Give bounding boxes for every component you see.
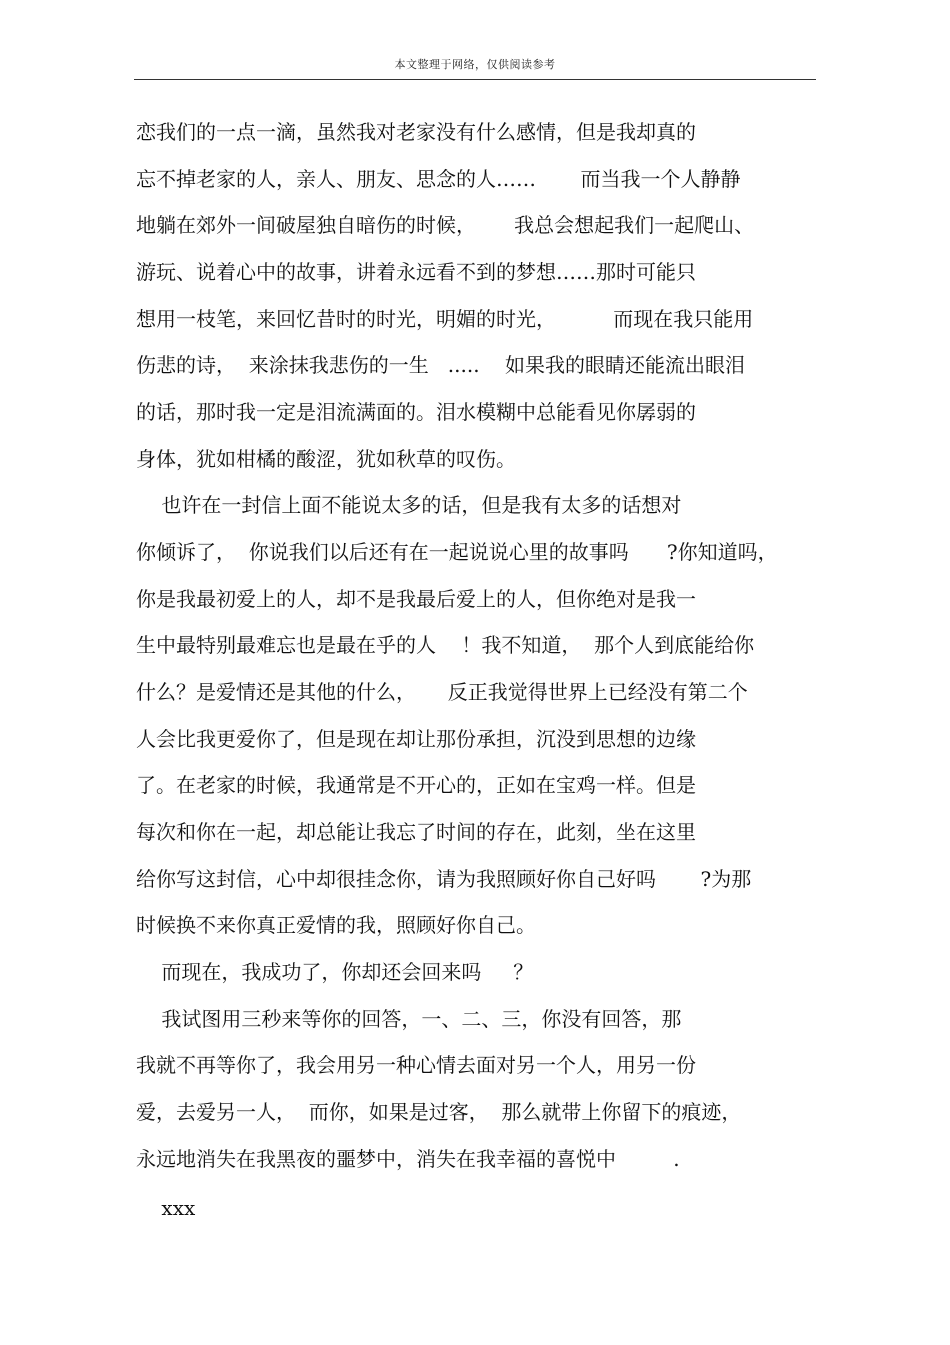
text-line: 给你写这封信，心中却很挂念你，请为我照顾好你自己好吗 ?为那 xyxy=(136,867,752,891)
text-line: 伤悲的诗， 来涂抹我悲伤的一生 ..... 如果我的眼睛还能流出眼泪 xyxy=(136,353,746,377)
page-header: 本文整理于网络，仅供阅读参考 xyxy=(394,58,556,71)
signature: xxx xyxy=(136,1196,196,1220)
text-line: 人会比我更爱你了，但是现在却让那份承担，沉没到思想的边缘 xyxy=(136,727,696,751)
text-line: 你是我最初爱上的人，却不是我最后爱上的人，但你绝对是我一 xyxy=(136,587,696,611)
text-line: 我就不再等你了，我会用另一种心情去面对另一个人，用另一份 xyxy=(136,1053,696,1077)
text-line: 游玩、说着心中的故事，讲着永远看不到的梦想……那时可能只 xyxy=(136,260,696,284)
text-line: 的话，那时我一定是泪流满面的。泪水模糊中总能看见你孱弱的 xyxy=(136,400,696,424)
header-divider xyxy=(134,79,816,80)
text-line: 爱，去爱另一人， 而你，如果是过客， 那么就带上你留下的痕迹， xyxy=(136,1100,742,1124)
text-line: 而现在，我成功了，你却还会回来吗 ？ xyxy=(136,960,534,984)
text-line: 身体，犹如柑橘的酸涩，犹如秋草的叹伤。 xyxy=(136,447,516,471)
text-line: 每次和你在一起，却总能让我忘了时间的存在，此刻，坐在这里 xyxy=(136,820,696,844)
text-line: 地躺在郊外一间破屋独自暗伤的时候， 我总会想起我们一起爬山、 xyxy=(136,213,755,237)
text-line: 生中最特别最难忘也是最在乎的人 ！我不知道， 那个人到底能给你 xyxy=(136,633,755,657)
text-line: 永远地消失在我黑夜的噩梦中，消失在我幸福的喜悦中 . xyxy=(136,1147,680,1171)
text-line: 也许在一封信上面不能说太多的话，但是我有太多的话想对 xyxy=(136,493,682,517)
text-line: 什么？是爱情还是其他的什么， 反正我觉得世界上已经没有第二个 xyxy=(136,680,748,704)
text-line: 恋我们的一点一滴，虽然我对老家没有什么感情，但是我却真的 xyxy=(136,120,696,144)
text-line: 想用一枝笔，来回忆昔时的时光，明媚的时光， 而现在我只能用 xyxy=(136,307,754,331)
text-line: 时候换不来你真正爱情的我，照顾好你自己。 xyxy=(136,913,536,937)
text-line: 我试图用三秒来等你的回答，一、二、三，你没有回答，那 xyxy=(136,1007,682,1031)
text-line: 忘不掉老家的人，亲人、朋友、思念的人…… 而当我一个人静静 xyxy=(136,167,741,191)
text-line: 了。在老家的时候，我通常是不开心的，正如在宝鸡一样。但是 xyxy=(136,773,696,797)
text-line: 你倾诉了， 你说我们以后还有在一起说说心里的故事吗 ?你知道吗， xyxy=(136,540,778,564)
